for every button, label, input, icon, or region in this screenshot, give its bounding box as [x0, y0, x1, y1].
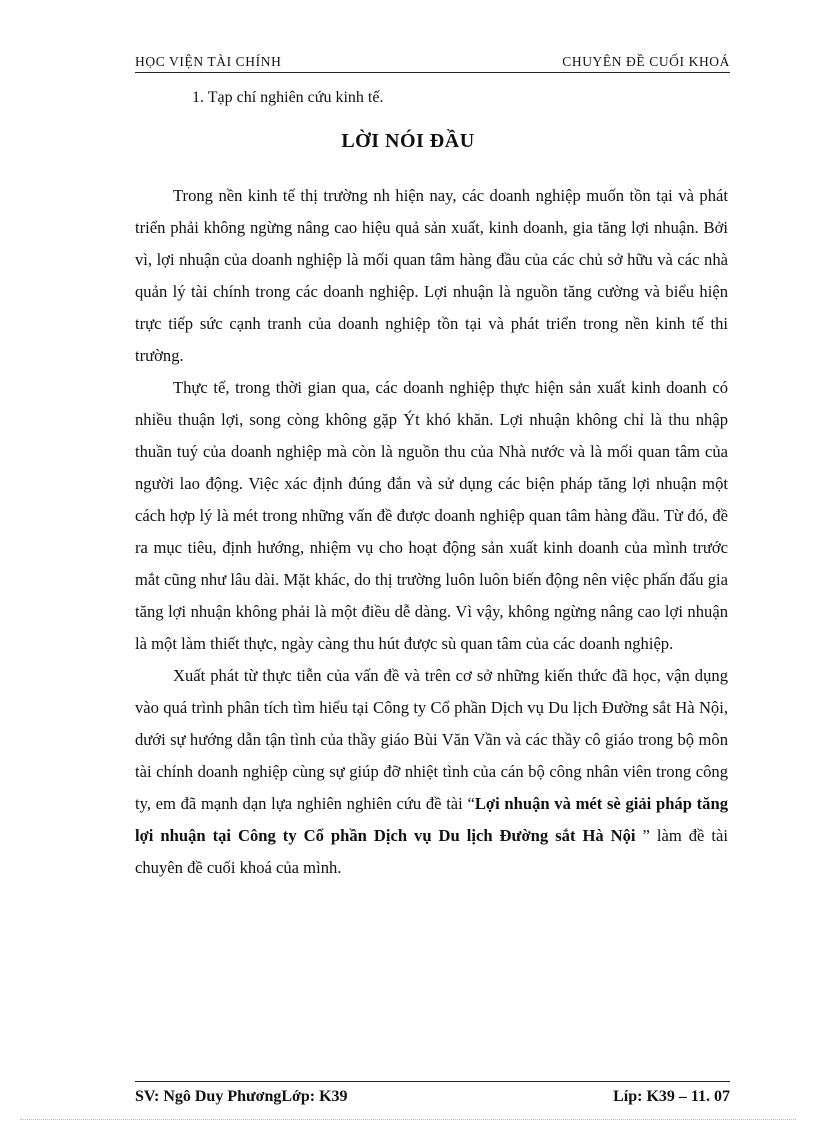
paragraph-2: Thực tế, trong thời gian qua, các doanh nghiệp thực hiện sản xuất kinh doanh có nhiều thuận lợi, song còng không gặp Ýt khó khăn. Lợi nhuận không chỉ là thu nhập thuần tuý của doanh nghiệp mà còn là nguồn thu của Nhà nước và là mối quan tâm của người lao động. Việc xác định đúng đắn và sử dụng các biện pháp tăng lợi nhuận một cách hợp lý là mét trong những vấn đề được doanh nghiệp quan tâm hàng đầu. Từ đó, đề ra mục tiêu, định hướng, nhiệm vụ cho hoạt động sản xuất kinh doanh của mình trước mắt cũng như lâu dài. Mặt khác, do thị trường luôn luôn biến động nên việc phấn đấu gia tăng lợi nhuận không phải là một điều dễ dàng. Vì vậy, không ngừng nâng cao lợi nhuận là một làm thiết thực, ngày càng thu hút được sù quan tâm của các doanh nghiệp. [135, 378, 728, 653]
page-title: LỜI NÓI ĐẦU [341, 130, 475, 152]
page-bottom-dotted-line [20, 1119, 796, 1120]
thesis-topic: Lợi nhuận và mét sè giải pháp tăng lợi nhuận tại Công ty Cổ phần Dịch vụ Du lịch Đường sắt Hà Nội [135, 794, 728, 845]
paragraph-3-start: Xuất phát từ thực tiễn của vấn đề và trên cơ sở những kiến thức đã học, vận dụng vào quá trình phân tích tìm hiểu tại Công ty Cổ phần Dịch vụ Du lịch Đường sắt Hà Nội, dưới sự hướng dẫn tận tình của thầy giáo Bùi Văn Vần và các thầy cô giáo trong bộ môn tài chính doanh nghiệp cùng sự giúp đỡ nhiệt tình của cán bộ công nhân viên trong công ty, em đã mạnh dạn lựa nghiên nghiên cứu đề tài “ [135, 666, 728, 813]
body-text [135, 180, 728, 884]
page-header [135, 50, 730, 73]
document-type: CHUYÊN ĐỀ CUỐI KHOÁ [562, 54, 730, 69]
reference-item: 1. Tạp chí nghiên cứu kinh tế. [192, 89, 384, 106]
institution-name: HỌC VIỆN TÀI CHÍNH [135, 54, 282, 69]
paragraph-3-end: ” làm đề tài chuyên đề cuối khoá của mình. [135, 826, 728, 877]
class-info: Líp: K39 – 11. 07 [613, 1088, 730, 1105]
footer-divider [135, 1081, 730, 1082]
page-footer [135, 1088, 730, 1106]
paragraph-1: Trong nền kinh tế thị trường nh hiện nay, các doanh nghiệp muốn tồn tại và phát triển phải không ngừng nâng cao hiệu quả sản xuất, kinh doanh, gia tăng lợi nhuận. Bởi vì, lợi nhuận của doanh nghiệp là mối quan tâm hàng đầu của các chủ sở hữu và các nhà quản lý tài chính trong các doanh nghiệp. Lợi nhuận là nguồn tăng cường và biểu hiện trực tiếp sức cạnh tranh của doanh nghiệp tồn tại và phát triển trong nền kinh tế thi trường. [135, 186, 728, 365]
student-info: SV: Ngô Duy PhươngLớp: K39 [135, 1088, 348, 1105]
paragraph-3 [135, 660, 728, 884]
